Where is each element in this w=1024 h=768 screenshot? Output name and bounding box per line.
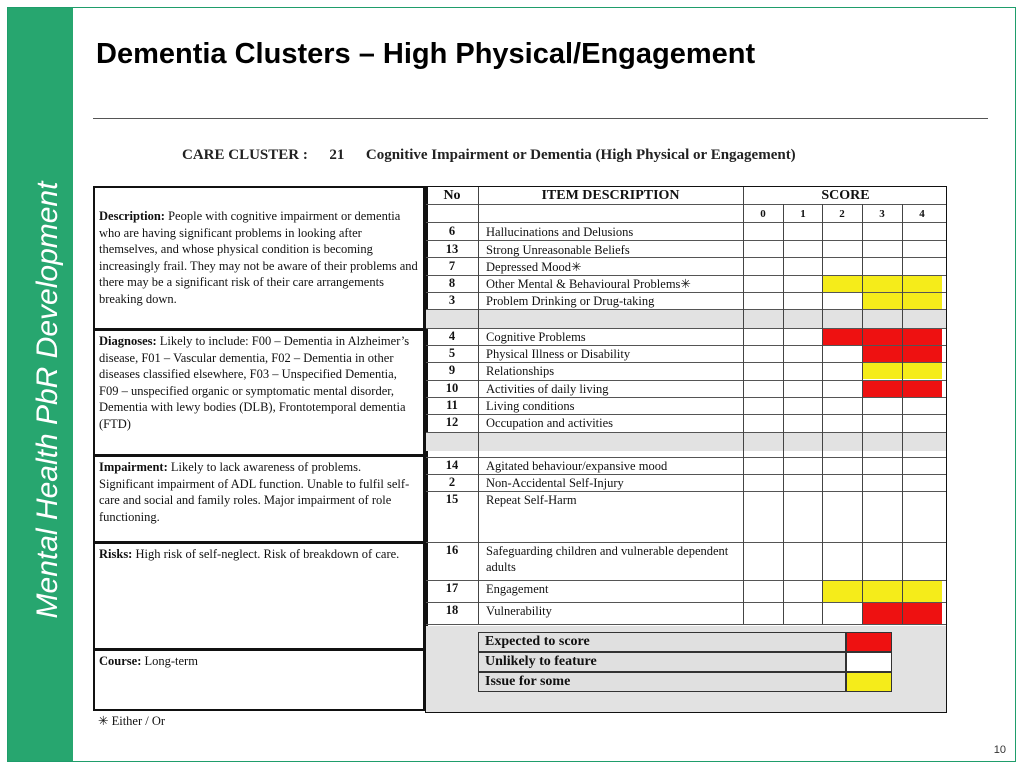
item-number: 8 <box>448 276 456 290</box>
header-no: No <box>443 188 461 203</box>
row-line <box>426 222 946 223</box>
row-line <box>426 624 946 625</box>
legend-swatch <box>846 672 892 692</box>
item-description: Relationships <box>486 364 555 378</box>
item-description: Safeguarding children and vulnerable dependent adults <box>486 544 729 574</box>
legend-swatch <box>846 652 892 672</box>
row-line <box>426 457 946 458</box>
item-number: 18 <box>445 603 459 617</box>
row-line <box>426 292 946 293</box>
item-number: 10 <box>445 381 459 395</box>
score-cell-issue <box>902 292 942 309</box>
score-cell-expected <box>822 328 862 345</box>
row-line <box>426 275 946 276</box>
diagnoses-section: Diagnoses: Likely to include: F00 – Dementia in Alzheimer’s disease, F01 – Vascular dementia, F02 – Dementia in other diseases classified elsewhere, F03 – Unspecified Dementia, F09 – unspecified organic or symptomatic mental disorder, Dementia with lewy bodies (DLB), Frontotemporal dementia (FTD) <box>99 334 410 431</box>
caption-name: Cognitive Impairment or Dementia (High Physical or Engagement) <box>365 147 796 163</box>
item-number: 16 <box>445 543 459 557</box>
row-line <box>426 602 946 603</box>
legend-item-label: Expected to score <box>478 632 846 652</box>
score-cell-issue <box>902 580 942 602</box>
row-line <box>426 474 946 475</box>
item-number: 12 <box>445 415 459 429</box>
score-cell-issue <box>862 275 902 292</box>
item-description: Problem Drinking or Drug-taking <box>486 294 655 308</box>
score-header-1: 1 <box>800 208 806 220</box>
legend-item-label: Unlikely to feature <box>478 652 846 672</box>
score-header-4: 4 <box>919 208 925 220</box>
row-line <box>426 257 946 258</box>
score-cell-expected <box>902 345 942 362</box>
risks-section: Risks: High risk of self-neglect. Risk of breakdown of care. <box>99 547 400 561</box>
item-number: 4 <box>448 329 456 343</box>
cluster-description-panel <box>93 186 425 711</box>
score-header-3: 3 <box>879 208 885 220</box>
score-cell-issue <box>902 362 942 379</box>
caption-number: 21 <box>329 147 345 163</box>
title-divider <box>93 118 988 119</box>
item-number: 6 <box>448 224 456 238</box>
row-line <box>426 580 946 581</box>
row-line <box>426 328 946 329</box>
item-description: Vulnerability <box>486 604 552 618</box>
item-description: Agitated behaviour/expansive mood <box>486 459 668 473</box>
item-description: Occupation and activities <box>486 416 614 430</box>
item-number: 3 <box>448 293 456 307</box>
slide-title: Dementia Clusters – High Physical/Engagement <box>96 38 756 70</box>
score-cell-issue <box>862 580 902 602</box>
item-number: 17 <box>445 581 459 595</box>
score-cell-expected <box>862 345 902 362</box>
score-cell-expected <box>862 328 902 345</box>
score-cell-issue <box>822 275 862 292</box>
course-section: Course: Long-term <box>99 654 198 668</box>
item-number: 5 <box>448 346 456 360</box>
score-cell-issue <box>862 292 902 309</box>
score-cell-expected <box>862 602 902 624</box>
row-line <box>426 380 946 381</box>
separator-band <box>426 309 946 328</box>
item-description: Hallucinations and Delusions <box>486 225 634 239</box>
header-item-description: ITEM DESCRIPTION <box>541 188 680 203</box>
legend <box>478 632 892 692</box>
item-number: 13 <box>445 242 459 256</box>
item-number: 9 <box>448 363 456 377</box>
column-line <box>862 204 863 624</box>
score-cell-expected <box>862 380 902 397</box>
item-number: 14 <box>445 458 459 472</box>
column-line <box>822 204 823 624</box>
item-description: Strong Unreasonable Beliefs <box>486 243 630 257</box>
either-or-footnote: ✳ Either / Or <box>98 714 166 728</box>
row-line <box>426 491 946 492</box>
item-number: 11 <box>446 398 458 412</box>
row-line <box>426 432 946 433</box>
impairment-section: Impairment: Likely to lack awareness of problems. Significant impairment of ADL function. Unable to fulfil self-care and social and family roles. Major impairment of role functioning. <box>99 460 410 524</box>
column-line <box>478 187 479 624</box>
row-line <box>426 345 946 346</box>
item-description: Cognitive Problems <box>486 330 586 344</box>
item-description: Depressed Mood✳ <box>486 260 582 274</box>
slide-number: 10 <box>993 744 1006 756</box>
score-cell-expected <box>902 602 942 624</box>
row-line <box>426 309 946 310</box>
item-description: Non-Accidental Self-Injury <box>486 476 624 490</box>
item-description: Repeat Self-Harm <box>486 493 577 507</box>
row-line <box>426 362 946 363</box>
legend-item-label: Issue for some <box>478 672 846 692</box>
row-line <box>426 397 946 398</box>
item-description: Activities of daily living <box>486 382 609 396</box>
column-line <box>743 187 744 624</box>
item-description: Physical Illness or Disability <box>486 347 631 361</box>
row-line <box>426 542 946 543</box>
item-description: Engagement <box>486 582 549 596</box>
row-line <box>426 414 946 415</box>
column-line <box>783 204 784 624</box>
score-cell-issue <box>862 362 902 379</box>
score-cell-issue <box>822 580 862 602</box>
item-number: 15 <box>445 492 459 506</box>
row-line <box>426 240 946 241</box>
score-header-2: 2 <box>839 208 845 220</box>
item-description: Other Mental & Behavioural Problems✳ <box>486 277 691 291</box>
item-description: Living conditions <box>486 399 575 413</box>
score-cell-expected <box>902 380 942 397</box>
column-line <box>902 204 903 624</box>
legend-swatch <box>846 632 892 652</box>
sidebar <box>8 8 73 761</box>
header-score: SCORE <box>821 188 870 203</box>
care-cluster-caption <box>182 147 796 164</box>
row-line <box>426 204 946 205</box>
score-cell-expected <box>902 328 942 345</box>
separator-band <box>426 432 946 451</box>
item-number: 7 <box>448 259 456 273</box>
sidebar-title: Mental Health PbR Development <box>31 181 64 619</box>
caption-label: CARE CLUSTER : <box>182 147 308 163</box>
item-number: 2 <box>448 475 456 489</box>
score-header-0: 0 <box>760 208 766 220</box>
score-cell-issue <box>902 275 942 292</box>
description-section: Description: People with cognitive impairment or dementia who are having significant problems in looking after themselves, and whose physical condition is becoming increasingly frail. They may not be aware of their problems and there may be a significant risk of their care arrangements breaking down. <box>99 209 418 306</box>
